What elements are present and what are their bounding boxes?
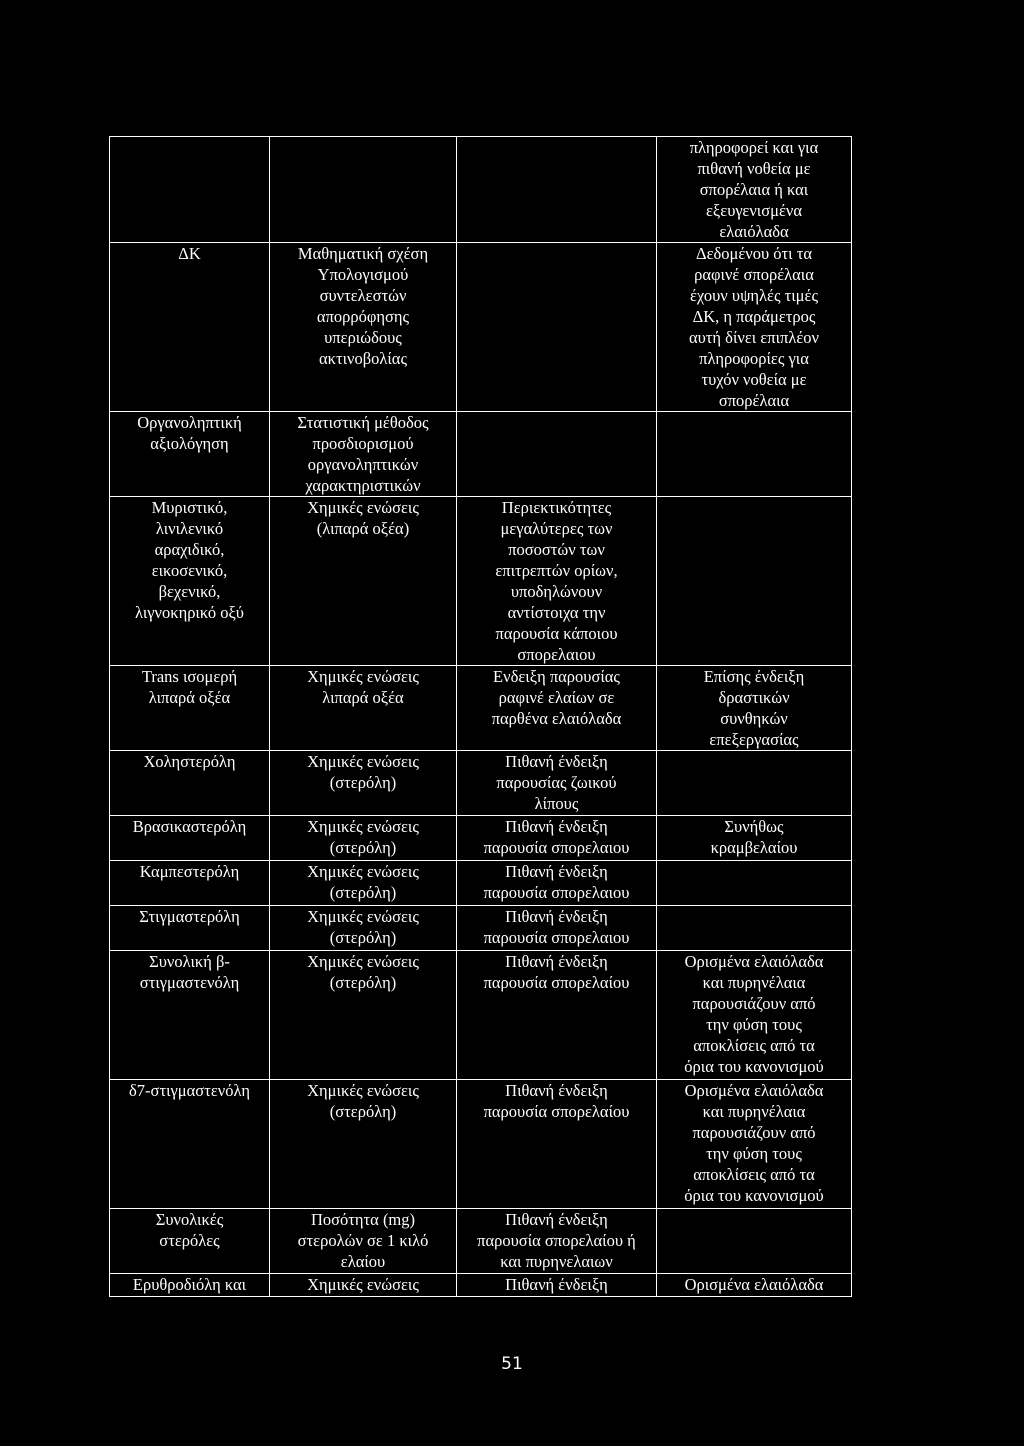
table-cell <box>657 412 852 497</box>
table-row <box>110 951 852 1080</box>
table-cell <box>657 861 852 906</box>
table-cell: Βρασικαστερόλη <box>110 816 270 861</box>
table-cell: Ορισμένα ελαιόλαδα και πυρηνέλαια παρουσιάζουν από την φύση τους αποκλίσεις από τα όρια του κανονισμού <box>657 1080 852 1209</box>
table-cell: Πιθανή ένδειξη παρουσία σπορελαιου <box>457 906 657 951</box>
table-row <box>110 243 852 412</box>
table-row <box>110 497 852 666</box>
table-cell: Συνήθως κραμβελαίου <box>657 816 852 861</box>
table-cell: Χημικές ενώσεις (στερόλη) <box>270 861 457 906</box>
table-cell <box>270 137 457 243</box>
table-cell: Συνολικές στερόλες <box>110 1209 270 1274</box>
table-cell <box>657 497 852 666</box>
table-cell: Χοληστερόλη <box>110 751 270 816</box>
table-cell: Στιγμαστερόλη <box>110 906 270 951</box>
table-cell <box>657 1209 852 1274</box>
table-cell: Περιεκτικότητες μεγαλύτερες των ποσοστών των επιτρεπτών ορίων, υποδηλώνουν αντίστοιχα την παρουσία κάποιου σπορελαιου <box>457 497 657 666</box>
table-cell: Δεδομένου ότι τα ραφινέ σπορέλαια έχουν υψηλές τιμές ΔΚ, η παράμετρος αυτή δίνει επιπλέον πληροφορίες για τυχόν νοθεία με σπορέλαια <box>657 243 852 412</box>
table-cell: Πιθανή ένδειξη παρουσίας ζωικού λίπους <box>457 751 657 816</box>
table-cell: Ερυθροδιόλη και <box>110 1274 270 1297</box>
table-cell: Χημικές ενώσεις (στερόλη) <box>270 751 457 816</box>
table-row <box>110 666 852 751</box>
table-cell: Ορισμένα ελαιόλαδα <box>657 1274 852 1297</box>
table-cell: ΔΚ <box>110 243 270 412</box>
table-cell: Χημικές ενώσεις (στερόλη) <box>270 906 457 951</box>
table-cell <box>457 137 657 243</box>
table-cell: δ7-στιγμαστενόλη <box>110 1080 270 1209</box>
table-cell: Πιθανή ένδειξη παρουσία σπορελαίου <box>457 951 657 1080</box>
parameters-table <box>109 136 852 1297</box>
table-cell: Χημικές ενώσεις <box>270 1274 457 1297</box>
table-cell: πληροφορεί και για πιθανή νοθεία με σπορέλαια ή και εξευγενισμένα ελαιόλαδα <box>657 137 852 243</box>
table-cell: Πιθανή ένδειξη παρουσία σπορελαιου <box>457 816 657 861</box>
table-row <box>110 906 852 951</box>
table-cell: Χημικές ενώσεις (στερόλη) <box>270 816 457 861</box>
table-cell: Επίσης ένδειξη δραστικών συνθηκών επεξεργασίας <box>657 666 852 751</box>
table-cell: Πιθανή ένδειξη παρουσία σπορελαίου ή και πυρηνελαιων <box>457 1209 657 1274</box>
table-cell <box>657 751 852 816</box>
table-cell: Πιθανή ένδειξη <box>457 1274 657 1297</box>
table-cell: Χημικές ενώσεις (στερόλη) <box>270 1080 457 1209</box>
table-cell <box>457 412 657 497</box>
table-row <box>110 1080 852 1209</box>
table-cell: Μαθηματική σχέση Υπολογισμού συντελεστών απορρόφησης υπεριώδους ακτινοβολίας <box>270 243 457 412</box>
table-cell: Χημικές ενώσεις (στερόλη) <box>270 951 457 1080</box>
table-cell: Χημικές ενώσεις (λιπαρά οξέα) <box>270 497 457 666</box>
table-cell: Trans ισομερή λιπαρά οξέα <box>110 666 270 751</box>
table-cell <box>457 243 657 412</box>
table-row <box>110 861 852 906</box>
table-cell <box>110 137 270 243</box>
table-cell <box>657 906 852 951</box>
table-cell: Συνολική β- στιγμαστενόλη <box>110 951 270 1080</box>
table-row <box>110 1274 852 1297</box>
table-cell: Πιθανή ένδειξη παρουσία σπορελαίου <box>457 1080 657 1209</box>
table-cell: Καμπεστερόλη <box>110 861 270 906</box>
table-row <box>110 137 852 243</box>
table-row <box>110 1209 852 1274</box>
table-cell: Χημικές ενώσεις λιπαρά οξέα <box>270 666 457 751</box>
table-row <box>110 412 852 497</box>
table-row <box>110 816 852 861</box>
table-cell: Ποσότητα (mg) στερολών σε 1 κιλό ελαίου <box>270 1209 457 1274</box>
table-cell: Ενδειξη παρουσίας ραφινέ ελαίων σε παρθένα ελαιόλαδα <box>457 666 657 751</box>
table-cell: Μυριστικό, λινιλενικό αραχιδικό, εικοσενικό, βεχενικό, λιγνοκηρικό οξύ <box>110 497 270 666</box>
table-cell: Ορισμένα ελαιόλαδα και πυρηνέλαια παρουσιάζουν από την φύση τους αποκλίσεις από τα όρια του κανονισμού <box>657 951 852 1080</box>
table-cell: Στατιστική μέθοδος προσδιορισμού οργανοληπτικών χαρακτηριστικών <box>270 412 457 497</box>
table-cell: Οργανοληπτική αξιολόγηση <box>110 412 270 497</box>
table-row <box>110 751 852 816</box>
page-number: 51 <box>501 1354 523 1374</box>
table-cell: Πιθανή ένδειξη παρουσία σπορελαιου <box>457 861 657 906</box>
